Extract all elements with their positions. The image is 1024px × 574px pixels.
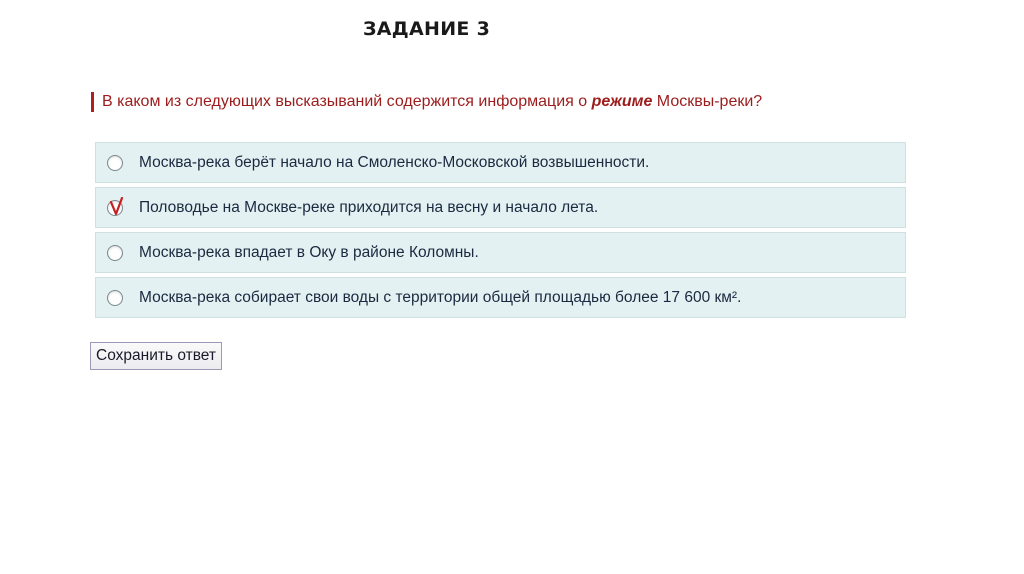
answer-option-2[interactable] [95,187,906,228]
page-title: ЗАДАНИЕ 3 [363,18,491,40]
answer-option-1[interactable] [95,142,906,183]
answer-option-label: Москва-река собирает свои воды с территории общей площадью более 17 600 км². [139,288,742,306]
save-answer-button[interactable]: Сохранить ответ [90,342,222,370]
radio-button-icon[interactable] [107,290,123,306]
question-text-before: В каком из следующих высказываний содержится информация о [102,93,592,110]
question-emphasis: режиме [591,93,653,110]
question-accent-bar [91,92,94,112]
answer-option-label: Москва-река впадает в Оку в районе Коломны. [139,243,479,261]
radio-button-icon[interactable] [107,200,123,216]
answer-options [95,142,906,322]
answer-option-label: Москва-река берёт начало на Смоленско-Московской возвышенности. [139,153,650,171]
check-mark-icon [110,197,124,217]
answer-option-4[interactable] [95,277,906,318]
answer-option-3[interactable] [95,232,906,273]
question-text-after: Москвы-реки? [652,93,763,110]
question-prompt [91,91,762,113]
radio-button-icon[interactable] [107,155,123,171]
radio-button-icon[interactable] [107,245,123,261]
answer-option-label: Половодье на Москве-реке приходится на весну и начало лета. [139,198,599,216]
